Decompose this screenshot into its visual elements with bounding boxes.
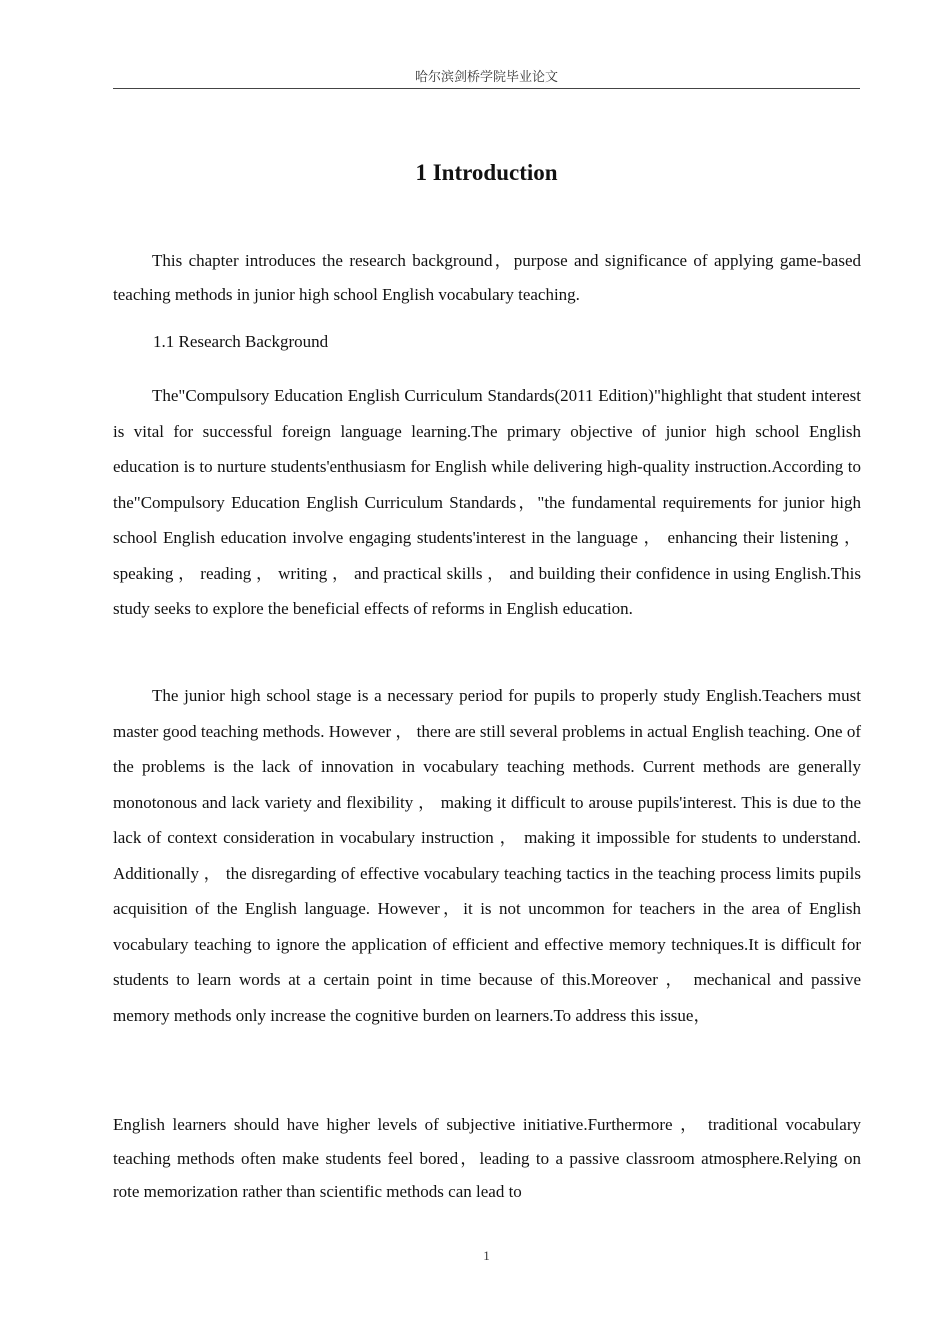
background-paragraph-1 — [113, 378, 861, 627]
intro-paragraph — [113, 244, 861, 312]
intro-paragraph-text: This chapter introduces the research background，purpose and significance of applying game-based teaching methods in junior high school English vocabulary teaching. — [113, 251, 861, 304]
background-paragraph-1-text: The"Compulsory Education English Curriculum Standards(2011 Edition)"highlight that student interest is vital for successful foreign language learning.The primary objective of junior high school English education is to nurture students'enthusiasm for English while delivering high-quality instruction.According to the"Compulsory Education English Curriculum Standards，"the fundamental requirements for junior high school English education involve engaging students'interest in the language ， enhancing their listening ， speaking ， reading ， writing ， and practical skills ， and building their confidence in using English.This study seeks to explore the beneficial effects of reforms in English education. — [113, 386, 861, 618]
header-divider — [113, 88, 860, 89]
background-paragraph-2-text: The junior high school stage is a necessary period for pupils to properly study English.Teachers must master good teaching methods. However ， there are still several problems in actual English teaching. One of the problems is the lack of innovation in vocabulary teaching methods. Current methods are generally monotonous and lack variety and flexibility ， making it difficult to arouse pupils'interest. This is due to the lack of context consideration in vocabulary instruction ， making it impossible for students to understand. Additionally ， the disregarding of effective vocabulary teaching tactics in the teaching process limits pupils acquisition of the English language. However，it is not uncommon for teachers in the area of English vocabulary teaching to ignore the application of efficient and effective memory techniques.It is difficult for students to learn words at a certain point in time because of this.Moreover ， mechanical and passive memory methods only increase the cognitive burden on learners.To address this issue， — [113, 686, 861, 1025]
page-number: 1 — [483, 1248, 490, 1263]
chapter-title: 1 Introduction — [415, 160, 558, 185]
background-paragraph-2 — [113, 678, 861, 1033]
section-heading: 1.1 Research Background — [153, 332, 329, 351]
background-paragraph-3 — [113, 1108, 861, 1209]
page-header: 哈尔滨剑桥学院毕业论文 — [414, 69, 558, 84]
background-paragraph-3-text: English learners should have higher levels of subjective initiative.Furthermore ， traditional vocabulary teaching methods often make students feel bored，leading to a passive classroom atmosphere.Relying on rote memorization rather than scientific methods can lead to — [113, 1115, 861, 1201]
